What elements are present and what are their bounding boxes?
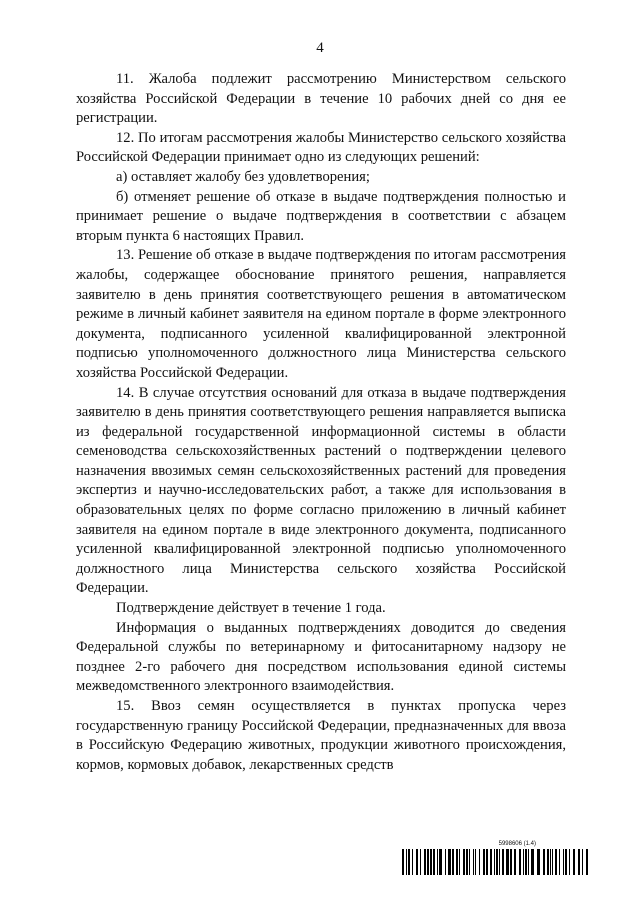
paragraph-information: Информация о выданных подтверждениях доводится до сведения Федеральной службы по ветеринарному и фитосанитарному надзору не позднее 2-го рабочего дня посредством использования единой системы межведомственного электронного взаимодействия. [76,619,566,695]
paragraph-15: 15. Ввоз семян осуществляется в пунктах пропуска через государственную границу Российской Федерации, предназначенных для ввоза в Российскую Федерацию животных, продукции животного происхождения, кормов, кормовых добавок, лекарственных средств [76,698,566,773]
paragraph-12-a: а) оставляет жалобу без удовлетворения; [116,168,370,185]
paragraph-13: 13. Решение об отказе в выдаче подтверждения по итогам рассмотрения жалобы, содержащее обоснование принятого решения, направляется заявителю в день принятия соответствующего решения в автоматическом режиме в личный кабинет заявителя на едином портале в форме электронного документа, подписанного усиленной квалифицированной электронной подписью уполномоченного должностного лица Министерства сельского хозяйства Российской Федерации. [76,247,566,381]
document-body [76,70,566,775]
page-number: 4 [316,40,324,56]
paragraph-validity: Подтверждение действует в течение 1 года. [116,600,386,617]
barcode-id: 5998606 (1.4) [498,841,536,847]
paragraph-14: 14. В случае отсутствия оснований для отказа в выдаче подтверждения заявителю в день принятия соответствующего решения направляется выписка из федеральной государственной информационной системы в области семеноводства сельскохозяйственных растений о подтверждении целевого назначения ввозимых семян сельскохозяйственных растений для проведения экспертиз и научно-исследовательских работ, а также для использования в образовательных целях по форме согласно приложению в личный кабинет заявителя на едином портале в виде электронного документа, подписанного усиленной квалифицированной электронной подписью уполномоченного должностного лица Министерства сельского хозяйства Российской Федерации. [76,384,566,597]
paragraph-12: 12. По итогам рассмотрения жалобы Министерство сельского хозяйства Российской Федерации принимает одно из следующих решений: [76,129,566,166]
paragraph-12-b: б) отменяет решение об отказе в выдаче подтверждения полностью и принимает решение о выдаче подтверждения в соответствии с абзацем вторым пункта 6 настоящих Правил. [76,188,566,244]
barcode-icon [402,849,588,875]
barcode-block [402,840,588,875]
paragraph-11: 11. Жалоба подлежит рассмотрению Министерством сельского хозяйства Российской Федерации в течение 10 рабочих дней со дня ее регистрации. [76,71,566,127]
